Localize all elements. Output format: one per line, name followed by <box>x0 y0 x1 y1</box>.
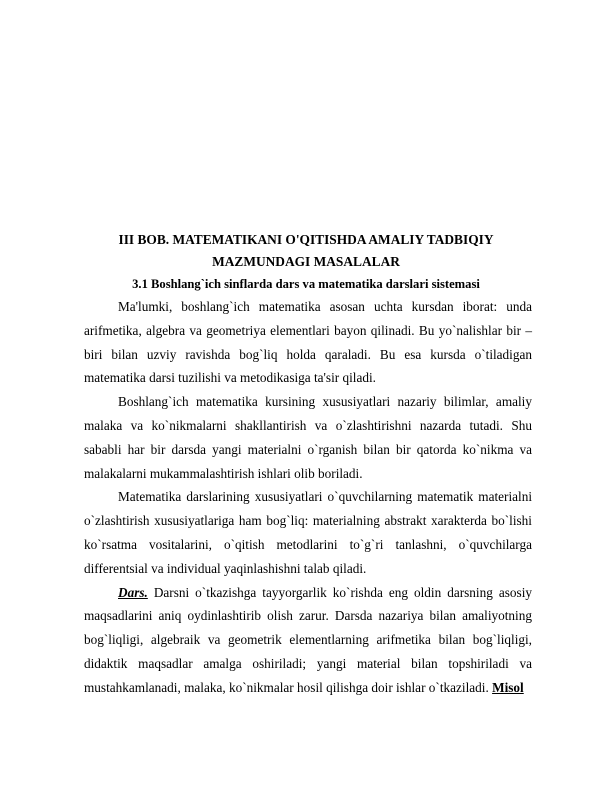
paragraph-2: Boshlang`ich matematika kursining xususiyatlari nazariy bilimlar, amaliy malaka va ko`nikmalarni shakllantirish va o`zlashtirishni nazarda tutadi. Shu sababli har bir darsda yangi materialni o`rganish bilan bir qatorda ko`nikma va malakalarni mukammalashtirish ishlari olib boriladi. <box>84 394 532 481</box>
body-text <box>84 295 532 700</box>
paragraph-4 <box>84 581 532 700</box>
paragraph-1: Ma'lumki, boshlang`ich matematika asosan uchta kursdan iborat: unda arifmetika, algebra va geometriya elementlari bayon qilinadi. Bu yo`nalishlar bir – biri bilan uzviy ravishda bog`liq holda qaraladi. Bu esa kursda o`tiladigan matematika darsi tuzilishi va metodikasiga ta'sir qiladi. <box>84 299 532 386</box>
paragraph-4-text: Darsni o`tkazishga tayyorgarlik ko`rishda eng oldin darsning asosiy maqsadlarini aniq oydinlashtirib olish zarur. Darsda nazariya bilan amaliyotning bog`liqligi, algebraik va geometrik elementlarning arifmetika bilan bog`liqligi, didaktik maqsadlar amalga oshiriladi; yangi material bilan topshiriladi va mustahkamlanadi, malaka, ko`nikmalar hosil qilishga doir ishlar o`tkaziladi. <box>84 584 532 695</box>
chapter-title-line-2: MAZMUNDAGI MASALALAR <box>212 254 400 269</box>
term-misol: Misol <box>492 679 524 695</box>
term-dars: Dars. <box>118 584 148 600</box>
paragraph-3: Matematika darslarining xususiyatlari o`quvchilarning matematik materialni o`zlashtirish xususiyatlariga ham bog`liq: materialning abstrakt xarakterda bo`lishi ko`rsatma vositalarini, o`qitish metodlarini to`g`ri tanlashni, o`quvchilarga differentsial va individual yaqinlashishni talab qiladi. <box>84 489 532 576</box>
chapter-title-line-1: III BOB. MATEMATIKANI O'QITISHDA AMALIY TADBIQIY <box>118 232 494 247</box>
section-title: 3.1 Boshlang`ich sinflarda dars va matematika darslari sistemasi <box>132 277 480 291</box>
